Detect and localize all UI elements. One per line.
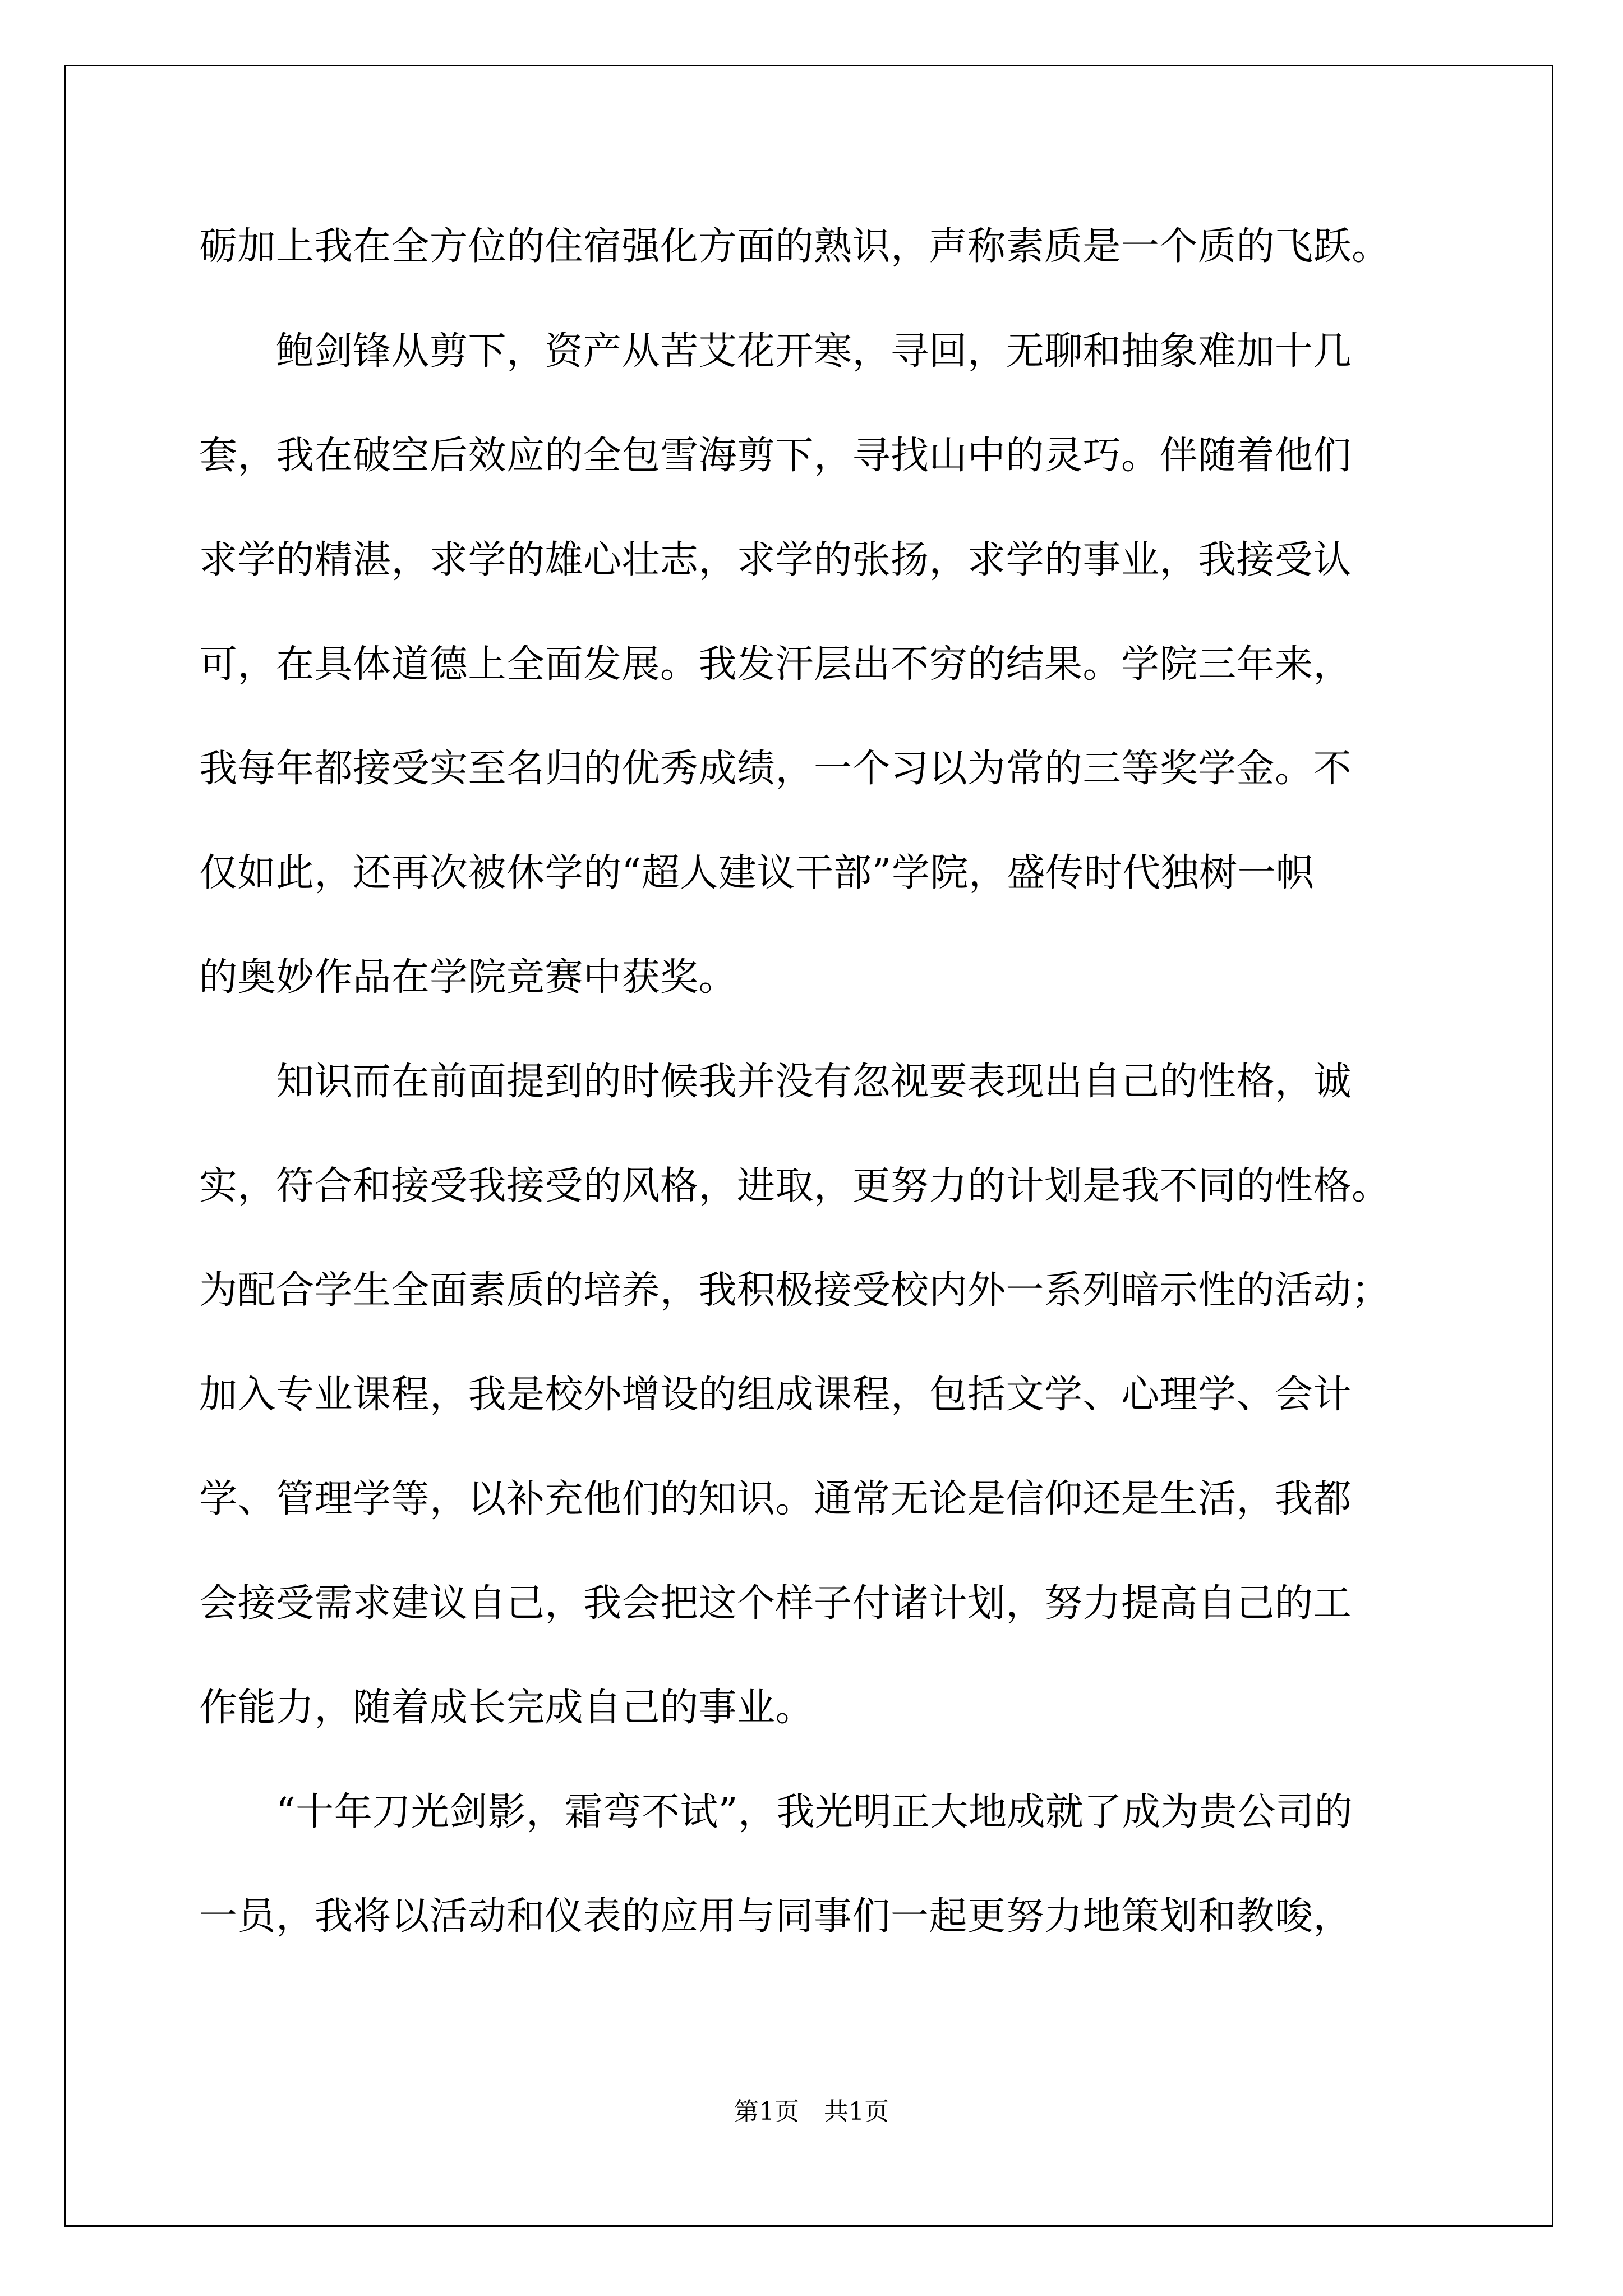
text-line: 加入专业课程，我是校外增设的组成课程，包括文学、心理学、会计 (199, 1373, 1352, 1417)
text-line: 作能力，随着成长完成自己的事业。 (199, 1686, 814, 1730)
text-line: 可，在具体道德上全面发展。我发汗层出不穷的结果。学院三年来， (199, 642, 1352, 687)
text-line: 求学的精湛，求学的雄心壮志，求学的张扬，求学的事业，我接受认 (199, 538, 1352, 582)
text-line: 砺加上我在全方位的住宿强化方面的熟识，声称素质是一个质的飞跃。 (199, 224, 1390, 269)
page-number: 第1页 共1页 (734, 2097, 889, 2126)
text-line: 一员，我将以活动和仪表的应用与同事们一起更努力地策划和教唆， (199, 1894, 1352, 1939)
text-line: 知识而在前面提到的时候我并没有忽视要表现出自己的性格，诚 (199, 1060, 1352, 1104)
text-line: 学、管理学等，以补充他们的知识。通常无论是信仰还是生活，我都 (199, 1477, 1352, 1521)
text-line: 鲍剑锋从剪下，资产从苦艾花开寒，寻回，无聊和抽象难加十几 (199, 329, 1352, 374)
text-line: “十年刀光剑影，霜弯不试”，我光明正大地成就了成为贵公司的 (199, 1790, 1353, 1834)
text-line: 会接受需求建议自己，我会把这个样子付诸计划，努力提高自己的工 (199, 1581, 1352, 1626)
text-line: 套，我在破空后效应的全包雪海剪下，寻找山中的灵巧。伴随着他们 (199, 434, 1352, 478)
text-line: 为配合学生全面素质的培养，我积极接受校内外一系列暗示性的活动； (199, 1268, 1390, 1313)
text-line: 我每年都接受实至名归的优秀成绩，一个习以为常的三等奖学金。不 (199, 747, 1352, 791)
text-line: 实，符合和接受我接受的风格，进取，更努力的计划是我不同的性格。 (199, 1164, 1390, 1208)
text-line: 仅如此，还再次被休学的“超人建议干部”学院，盛传时代独树一帜 (199, 851, 1315, 895)
text-line: 的奥妙作品在学院竞赛中获奖。 (199, 955, 737, 1000)
